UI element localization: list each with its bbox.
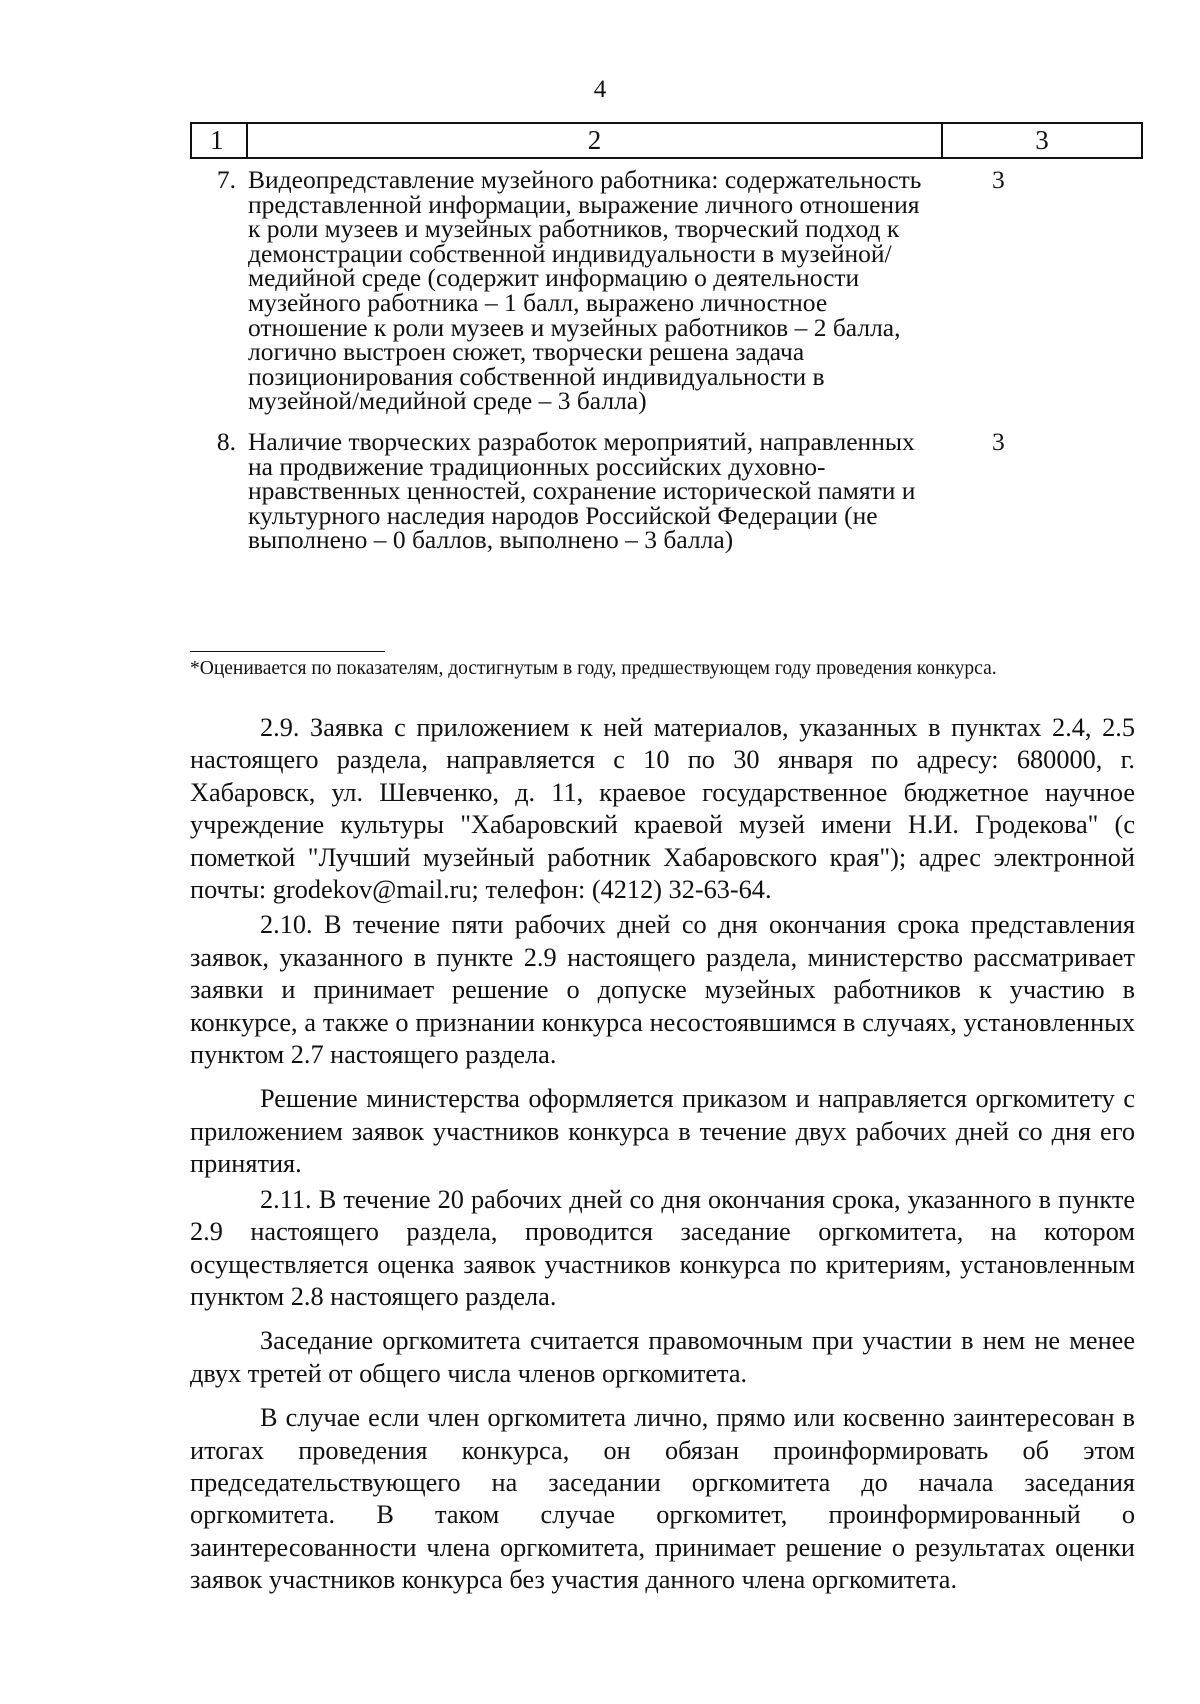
criterion-number: 7. (216, 165, 236, 194)
criterion-text: Видеопредставление музейного работника: содержательность представленной информации, выражение личного отношения к роли музеев и музейных работников, творческий подход к демонстрации собственной индивидуальности в музейной/медийной среде (содержит информацию о деятельности музейного работника – 1 балл, выражено личностное отношение к роли музеев и музейных работников – 2 балла, логично выстроен сюжет, творчески решена задача позиционирования собственной индивидуальности в музейной/медийной среде – 3 балла) (248, 165, 922, 416)
table-header-col-2: 2 (248, 124, 943, 157)
table-row (190, 426, 1143, 555)
paragraph-conflict: В случае если член оргкомитета лично, прямо или косвенно заинтересован в итогах проведения конкурса, он обязан проинформировать об этом председательствующего на заседании оргкомитета до начала заседания оргкомитета. В таком случае оргкомитет, проинформированный о заинтересованности члена оргкомитета, принимает решение о результатах оценки заявок участников конкурса без участия данного члена оргкомитета. (190, 1403, 1135, 1595)
table-row (190, 165, 1143, 416)
paragraph-2-11: 2.11. В течение 20 рабочих дней со дня окончания срока, указанного в пункте 2.9 настоящего раздела, проводится заседание оргкомитета, на котором осуществляется оценка заявок участников конкурса по критериям, установленным пунктом 2.8 настоящего раздела. (190, 1184, 1135, 1311)
page-number: 4 (593, 76, 607, 103)
footnote: *Оценивается по показателям, достигнутым в году, предшествующем году проведения конкурса. (190, 658, 997, 679)
criterion-text: Наличие творческих разработок мероприятий, направленных на продвижение традиционных российских духовно-нравственных ценностей, сохранение исторической памяти и культурного наследия народов Российской Федерации (не выполнено – 0 баллов, выполнено – 3 балла) (248, 426, 916, 555)
body-text (190, 712, 1135, 1600)
criteria-table-body (190, 165, 1143, 569)
table-header-col-3: 3 (1035, 125, 1049, 155)
paragraph-decision: Решение министерства оформляется приказом и направляется оргкомитету с приложением заявок участников конкурса в течение двух рабочих дней со дня его принятия. (190, 1084, 1135, 1179)
table-header-row (190, 122, 1143, 159)
paragraph-2-10: 2.10. В течение пяти рабочих дней со дня окончания срока представления заявок, указанного в пункте 2.9 настоящего раздела, министерство рассматривает заявки и принимает решение о допуске музейных работников к участию в конкурсе, а также о признании конкурса несостоявшимся в случаях, установленных пунктом 2.7 настоящего раздела. (190, 910, 1135, 1070)
criterion-number: 8. (216, 426, 236, 456)
criterion-score: 3 (992, 165, 1005, 194)
criterion-score: 3 (992, 426, 1005, 456)
footnote-separator (190, 651, 385, 652)
paragraph-quorum: Заседание оргкомитета считается правомочным при участии в нем не менее двух третей от общего числа членов оргкомитета. (190, 1326, 1135, 1388)
paragraph-2-9: 2.9. Заявка с приложением к ней материалов, указанных в пунктах 2.4, 2.5 настоящего раздела, направляется с 10 по 30 января по адресу: 680000, г. Хабаровск, ул. Шевченко, д. 11, краевое государственное бюджетное научное учреждение культуры "Хабаровский краевой музей имени Н.И. Гродекова" (с пометкой "Лучший музейный работник Хабаровского края"); адрес электронной почты: grodekov@mail.ru; телефон: (4212) 32-63-64. (190, 713, 1135, 905)
table-header-col-1: 1 (192, 124, 248, 157)
